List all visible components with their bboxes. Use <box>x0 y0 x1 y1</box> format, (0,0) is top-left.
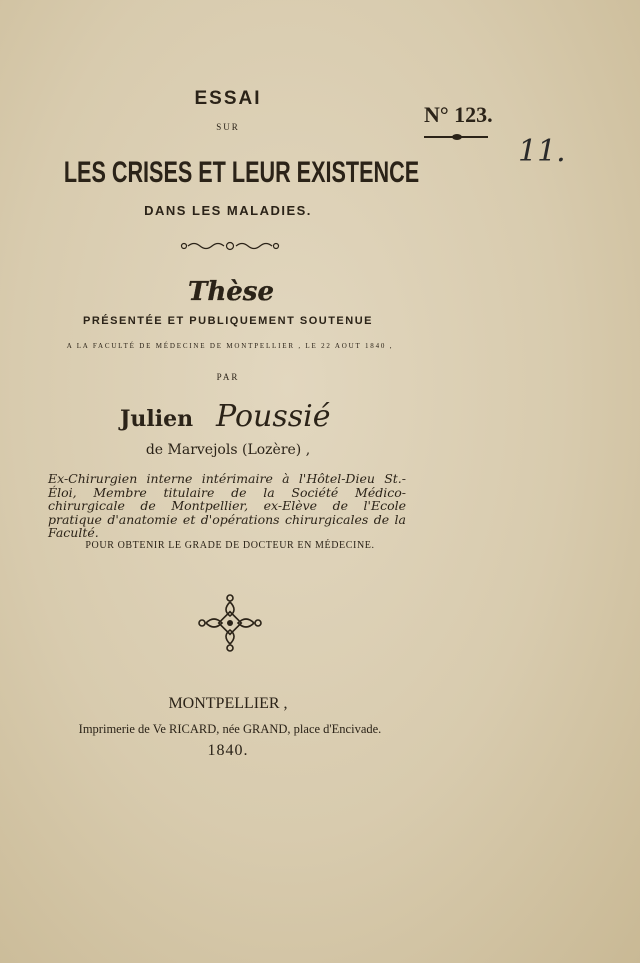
author-description: Ex-Chirurgien interne intérimaire à l'Hôtel-Dieu St.-Éloi, Membre titulaire de la Société Médico-chirurgicale de Montpellier, ex-Elève de l'Ecole pratique d'anatomie et d'opérations chirurgicales de la Faculté. <box>48 471 406 540</box>
handwritten-mark: 11. <box>518 134 566 169</box>
author-name <box>100 392 340 442</box>
essai-heading: ESSAI <box>194 88 262 109</box>
subtitle: DANS LES MALADIES. <box>144 203 312 218</box>
main-title: LES CRISES ET LEUR EXISTENCE <box>63 156 420 189</box>
author-surname-signature: Poussié <box>216 399 331 434</box>
catalog-rule <box>424 136 488 138</box>
presented-line: PRÉSENTÉE ET PUBLIQUEMENT SOUTENUE <box>83 315 373 327</box>
catalog-number: N° 123. <box>424 102 493 127</box>
author-origin: de Marvejols (Lozère) , <box>145 442 311 458</box>
author-first-name: Julien <box>120 406 194 432</box>
par-word: PAR <box>216 372 240 382</box>
fleuron-ornament-icon <box>198 594 262 652</box>
these-heading <box>188 270 274 310</box>
faculty-line: A LA FACULTÉ DE MÉDECINE DE MONTPELLIER , LE 22 AOUT 1840 , <box>66 342 394 350</box>
sur-word: SUR <box>216 122 240 132</box>
these-word: Thèse <box>188 277 274 307</box>
ornament-divider-icon <box>180 240 280 252</box>
imprint-year: 1840. <box>207 742 249 759</box>
imprint-printer: Imprimerie de Ve RICARD, née GRAND, place d'Encivade. <box>78 722 382 736</box>
degree-purpose: POUR OBTENIR LE GRADE DE DOCTEUR EN MÉDECINE. <box>85 540 375 551</box>
imprint-city: MONTPELLIER , <box>168 695 288 712</box>
